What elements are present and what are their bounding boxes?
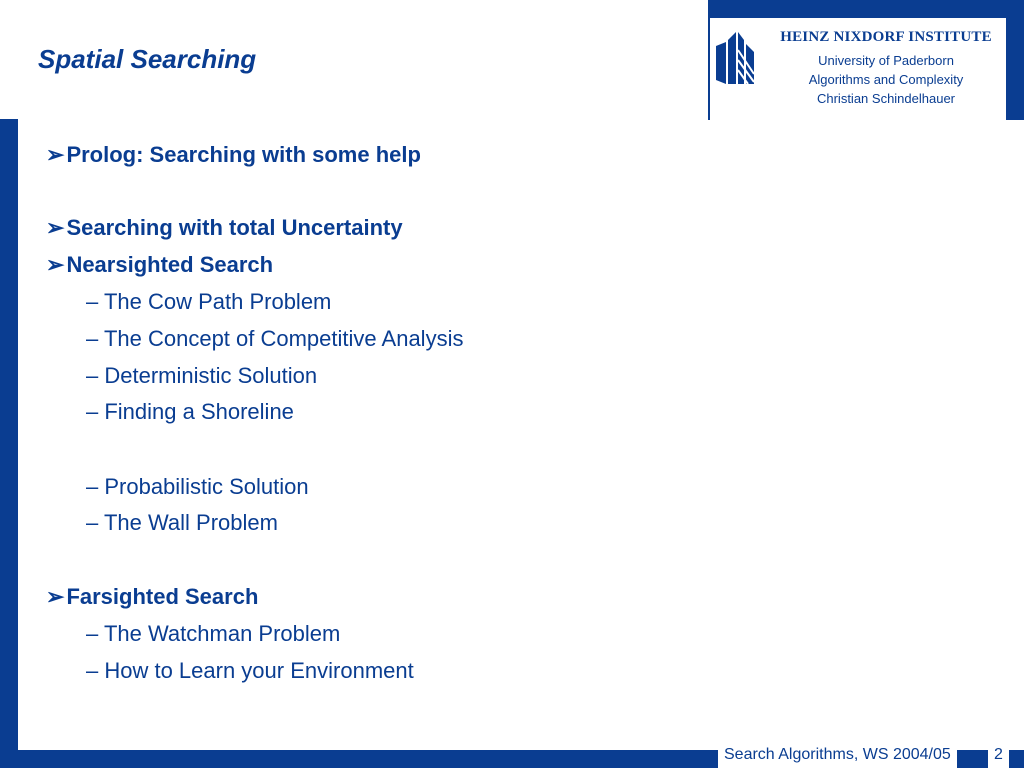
group-name: Algorithms and Complexity [808, 72, 964, 87]
bullet-item-uncertainty [46, 215, 403, 241]
institute-name: HEINZ NIXDORF INSTITUTE [780, 29, 992, 45]
sub-item-watchman: – The Watchman Problem [86, 621, 341, 646]
bullet-item-farsighted [46, 584, 258, 610]
university-logo-icon [714, 30, 758, 86]
arrow-bullet-icon: ➢ [46, 584, 65, 609]
university-name: University of Paderborn [818, 53, 954, 68]
left-accent-bar [0, 119, 18, 768]
sub-item-competitive-analysis: – The Concept of Competitive Analysis [86, 326, 464, 351]
bullet-item-nearsighted [46, 252, 273, 278]
bullet-label: Farsighted Search [66, 584, 259, 609]
author-name: Christian Schindelhauer [816, 91, 956, 106]
arrow-bullet-icon: ➢ [46, 215, 65, 240]
bullet-label: Nearsighted Search [66, 252, 274, 277]
sub-item-deterministic: – Deterministic Solution [86, 363, 318, 388]
sub-item-probabilistic: – Probabilistic Solution [86, 474, 309, 499]
bullet-label: Prolog: Searching with some help [66, 142, 421, 167]
sub-item-shoreline: – Finding a Shoreline [86, 399, 294, 424]
page-number: 2 [988, 744, 1009, 768]
slide-title: Spatial Searching [38, 44, 257, 74]
sub-item-cow-path: – The Cow Path Problem [86, 289, 332, 314]
sub-item-learn-environment: – How to Learn your Environment [86, 658, 414, 683]
arrow-bullet-icon: ➢ [46, 252, 65, 277]
footer-course-label: Search Algorithms, WS 2004/05 [718, 744, 957, 768]
bullet-item-prolog [46, 142, 421, 168]
bullet-label: Searching with total Uncertainty [66, 215, 403, 240]
sub-item-wall-problem: – The Wall Problem [86, 510, 278, 535]
arrow-bullet-icon: ➢ [46, 142, 65, 167]
